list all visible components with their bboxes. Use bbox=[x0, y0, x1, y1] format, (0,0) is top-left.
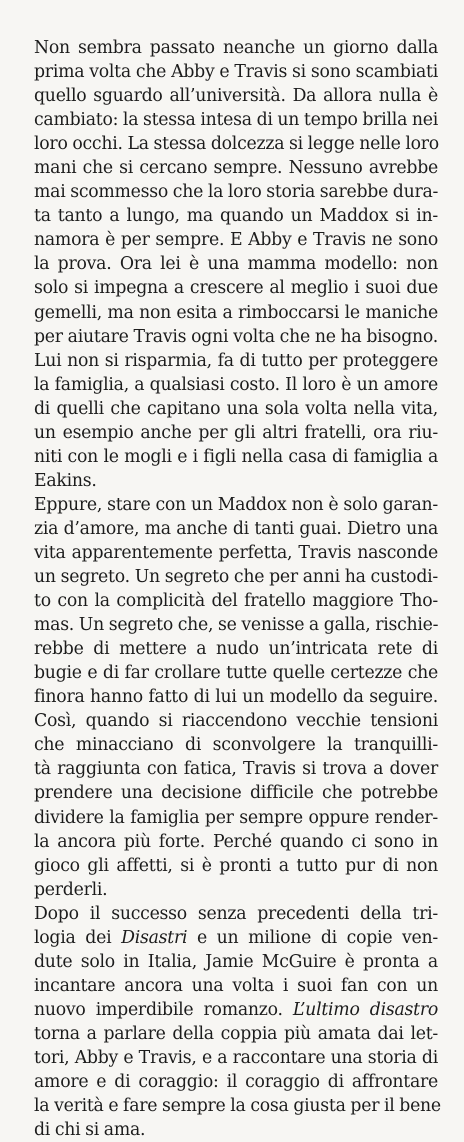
text-line: di chi si ama. bbox=[34, 1120, 146, 1141]
text-line: la famiglia, a qualsiasi costo. Il loro è un amore bbox=[34, 374, 438, 395]
text-line: la prova. Ora lei è una mamma modello: non bbox=[34, 254, 438, 275]
text-line: Lui non si risparmia, fa di tutto per proteggere bbox=[34, 350, 438, 371]
text-line: zia d’amore, ma anche di tanti guai. Dietro una bbox=[34, 518, 438, 539]
text-line: to con la complicità del fratello maggiore Tho- bbox=[34, 591, 438, 612]
paragraph-1 bbox=[34, 36, 438, 493]
text-line: Eppure, stare con un Maddox non è solo garan- bbox=[34, 494, 438, 515]
text-line: Dopo il successo senza precedenti della tri- bbox=[34, 903, 438, 924]
text-line: gioco gli affetti, si è pronti a tutto pur di non bbox=[34, 855, 438, 876]
paragraph-2 bbox=[34, 493, 438, 902]
text-line: di quelli che capitano una sola volta nella vita, bbox=[34, 398, 438, 419]
text-line: quello sguardo all’università. Da allora nulla è bbox=[34, 86, 438, 107]
text-line: mani che si cercano sempre. Nessuno avrebbe bbox=[34, 158, 438, 179]
text-line: incantare ancora una volta i suoi fan con un bbox=[34, 975, 438, 996]
text-line: per aiutare Travis ogni volta che ne ha bisogno. bbox=[34, 326, 438, 347]
text-line: la ancora più forte. Perché quando ci sono in bbox=[34, 831, 438, 852]
text-line: solo si impegna a crescere al meglio i suoi due bbox=[34, 278, 438, 299]
text-line: finora hanno fatto di lui un modello da seguire. bbox=[34, 687, 438, 708]
text-line: la verità e fare sempre la cosa giusta per il bene bbox=[34, 1096, 441, 1117]
text-line: Così, quando si riaccendono vecchie tensioni bbox=[34, 711, 438, 732]
text-line: logia dei Disastri e un milione di copie ven- bbox=[34, 927, 438, 948]
text-line: un segreto. Un segreto che per anni ha custodi- bbox=[34, 567, 438, 588]
text-line: vita apparentemente perfetta, Travis nasconde bbox=[34, 542, 438, 563]
text-line: Eakins. bbox=[34, 470, 97, 491]
book-title-italic: L’ultimo disastro bbox=[292, 999, 438, 1020]
text-line: rebbe di mettere a nudo un’intricata rete di bbox=[34, 639, 438, 660]
text-line: dute solo in Italia, Jamie McGuire è pronta a bbox=[34, 951, 438, 972]
text-line: mai scommesso che la loro storia sarebbe dura- bbox=[34, 182, 439, 203]
text-line: perderli. bbox=[34, 879, 108, 900]
text-line: Non sembra passato neanche un giorno dalla bbox=[34, 38, 438, 58]
text-line: prima volta che Abby e Travis si sono scambiati bbox=[34, 62, 438, 83]
text-line: niti con le mogli e i figli nella casa di famiglia a bbox=[34, 446, 438, 467]
text-line: amore e di coraggio: il coraggio di affrontare bbox=[34, 1072, 438, 1093]
text-line: namora è per sempre. E Abby e Travis ne sono bbox=[34, 230, 438, 251]
text-line: un esempio anche per gli altri fratelli, ora riu- bbox=[34, 422, 438, 443]
text-line: mas. Un segreto che, se venisse a galla, rischie- bbox=[34, 615, 439, 636]
text-line: loro occhi. La stessa dolcezza si legge nelle loro bbox=[34, 134, 439, 155]
series-title-italic: Disastri bbox=[121, 927, 188, 948]
text-line: torna a parlare della coppia più amata dai let- bbox=[34, 1023, 438, 1044]
text-line: dividere la famiglia per sempre oppure render- bbox=[34, 807, 438, 828]
text-line: tà raggiunta con fatica, Travis si trova a dover bbox=[34, 759, 438, 780]
text-line: nuovo imperdibile romanzo. L’ultimo disastro bbox=[34, 999, 438, 1020]
text-line: gemelli, ma non esita a rimboccarsi le maniche bbox=[34, 302, 438, 323]
text-line: tori, Abby e Travis, e a raccontare una storia di bbox=[34, 1047, 438, 1068]
text-line: cambiato: la stessa intesa di un tempo brilla nei bbox=[34, 110, 439, 131]
text-line: ta tanto a lungo, ma quando un Maddox si in- bbox=[34, 206, 438, 227]
text-line: che minacciano di sconvolgere la tranquilli- bbox=[34, 735, 438, 756]
text-line: prendere una decisione difficile che potrebbe bbox=[34, 783, 438, 804]
text-line: bugie e di far crollare tutte quelle certezze che bbox=[34, 663, 438, 684]
paragraph-3 bbox=[34, 902, 441, 1142]
